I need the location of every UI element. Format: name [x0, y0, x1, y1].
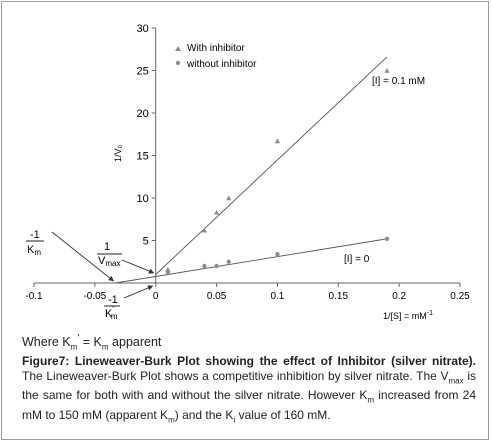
- legend-label-with-inhibitor: With inhibitor: [187, 43, 245, 54]
- x-tick-label: -0.1: [25, 291, 43, 302]
- data-point-with-inhibitor: [226, 195, 231, 200]
- line-label-inhibited: [I] = 0.1 mM: [372, 76, 426, 87]
- data-point-without-inhibitor: [166, 270, 170, 274]
- x-tick-label: 0.2: [392, 291, 407, 302]
- x-axis-title-sup: -1: [426, 310, 433, 317]
- caption-text-3: increased from 24 mM to 150 mM (apparent K: [22, 388, 476, 422]
- vmax-den-sub: max: [105, 259, 121, 268]
- figure-caption: [22, 354, 476, 427]
- where-sub-2: m: [101, 342, 109, 352]
- legend-marker-triangle: [175, 46, 181, 51]
- where-suffix: apparent: [108, 335, 162, 350]
- where-sup-1: ': [77, 333, 80, 344]
- caption-title: Figure7: Lineweaver-Burk Plot showing the effect of Inhibitor (silver nitrate).: [22, 354, 476, 368]
- x-tick-label: 0.05: [206, 291, 227, 302]
- y-tick-label: 5: [142, 235, 149, 248]
- neg-km-numerator: -1: [30, 229, 40, 241]
- caption-text-4: ) and the K: [174, 407, 234, 422]
- y-axis-title: 1/V₀: [113, 144, 123, 162]
- x-axis-title-text: 1/[S] = mM: [383, 311, 427, 321]
- kmapp-den-sub: m: [110, 312, 118, 321]
- annotation-reciprocal-vmax: [97, 241, 122, 268]
- caption-text-5: value of 160 mM.: [235, 407, 331, 422]
- where-prefix: Where K: [22, 335, 71, 350]
- legend-label-without-inhibitor: without inhibitor: [187, 59, 257, 70]
- neg-km-den-letter: K: [27, 244, 35, 256]
- y-tick-label: 30: [136, 23, 149, 35]
- data-point-without-inhibitor: [385, 237, 389, 241]
- x-tick-label: 0.1: [270, 291, 285, 302]
- y-tick-label: 10: [136, 193, 149, 205]
- fit-lines: [116, 57, 387, 283]
- kmapp-numerator: -1: [108, 294, 118, 306]
- arrow-to-neg-km-apparent: [124, 286, 153, 298]
- legend-marker-circle: [176, 61, 180, 65]
- caption-sub-1: max: [448, 376, 464, 386]
- x-axis-title: [383, 310, 433, 321]
- kmapp-den-sup: ': [112, 305, 114, 314]
- kmapp-den-letter: K: [105, 308, 113, 320]
- arrow-to-reciprocal-vmax: [122, 260, 154, 273]
- line-label-uninhibited: [I] = 0: [344, 254, 370, 265]
- neg-km-den-sub: m: [34, 248, 42, 257]
- x-tick-label: -0.05: [83, 291, 107, 302]
- annotation-neg-reciprocal-km-apparent: [104, 294, 120, 321]
- vmax-denominator: [98, 255, 120, 268]
- caption-sub-2: m: [367, 395, 375, 405]
- data-point-without-inhibitor: [275, 252, 279, 256]
- x-tick-label: 0.25: [450, 291, 470, 302]
- where-sub-1: m: [70, 342, 78, 352]
- caption-sub-4: i: [233, 415, 236, 425]
- y-tick-label: 20: [136, 108, 149, 120]
- caption-text-1: The Lineweaver-Burk Plot shows a competitive inhibition by silver nitrate. The V: [22, 369, 449, 383]
- x-tick-label: 0: [152, 291, 159, 302]
- legend: [175, 43, 257, 70]
- caption-text-2: is the same for both with and without the silver nitrate. However K: [22, 369, 476, 403]
- neg-km-denominator: [27, 244, 41, 257]
- kmapp-denominator: [105, 305, 118, 321]
- vmax-den-letter: V: [98, 255, 106, 267]
- data-points: [165, 68, 389, 274]
- data-point-with-inhibitor: [275, 138, 280, 143]
- km-apparent-definition: [22, 333, 161, 352]
- vmax-numerator: 1: [104, 241, 111, 253]
- data-point-with-inhibitor: [384, 68, 389, 73]
- caption-sub-3: m: [168, 415, 175, 425]
- x-tick-label: 0.15: [328, 291, 349, 302]
- fit-line-with-inhibitor: [156, 57, 387, 275]
- where-mid: = K: [79, 335, 102, 350]
- data-point-with-inhibitor: [214, 210, 219, 215]
- y-tick-label: 25: [136, 65, 149, 78]
- data-point-without-inhibitor: [227, 260, 231, 264]
- y-tick-label: 15: [136, 150, 149, 163]
- data-point-without-inhibitor: [202, 264, 206, 268]
- data-point-without-inhibitor: [214, 264, 218, 268]
- annotation-neg-reciprocal-km: [26, 229, 44, 257]
